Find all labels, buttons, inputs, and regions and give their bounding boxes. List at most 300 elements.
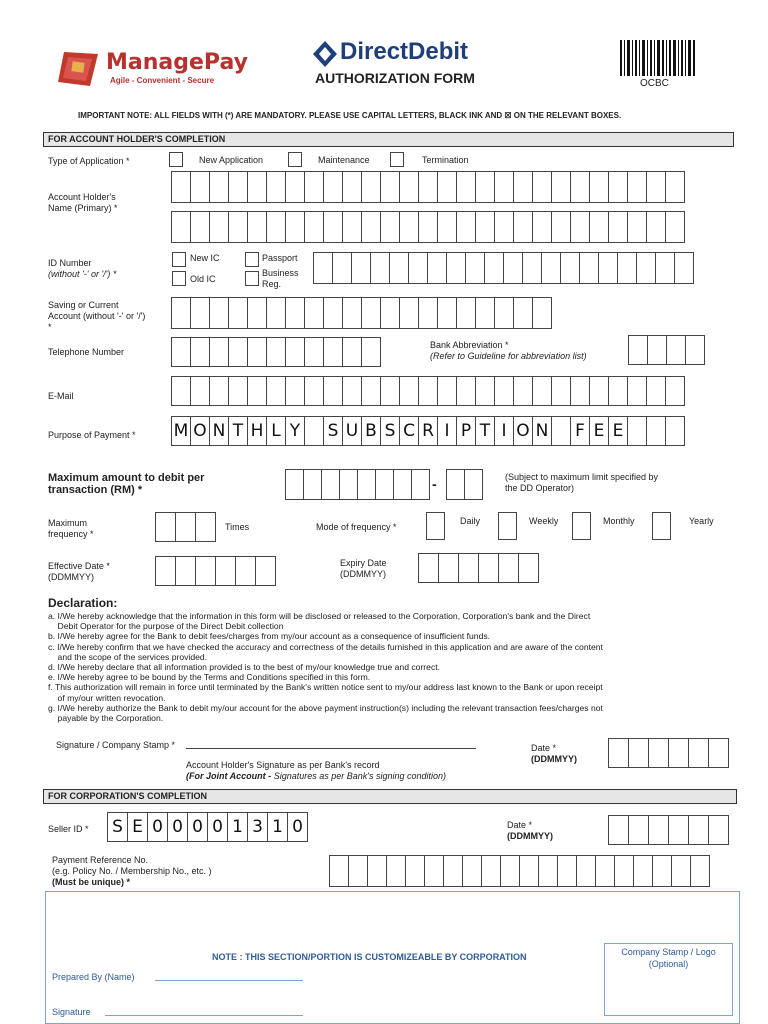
char-box[interactable] xyxy=(462,855,482,887)
char-box[interactable] xyxy=(361,376,381,406)
char-box[interactable] xyxy=(304,376,324,406)
managepay-logo-icon xyxy=(56,48,100,84)
char-box[interactable] xyxy=(405,855,425,887)
max-amount-sen-input[interactable] xyxy=(446,469,482,500)
char-box[interactable] xyxy=(608,738,629,768)
char-box[interactable] xyxy=(304,416,324,446)
char-box[interactable] xyxy=(266,211,286,243)
char-box[interactable] xyxy=(408,252,428,284)
char-box[interactable] xyxy=(579,252,599,284)
char-box[interactable] xyxy=(247,171,267,203)
char-box[interactable] xyxy=(576,855,596,887)
payment-reference-label: Payment Reference No. (e.g. Policy No. / Membership No., etc. ) (Must be unique) * xyxy=(52,855,212,887)
char-box[interactable] xyxy=(285,171,305,203)
char-box[interactable] xyxy=(266,376,286,406)
char-box[interactable] xyxy=(285,211,305,243)
char-box[interactable] xyxy=(266,171,286,203)
char-box[interactable] xyxy=(209,376,229,406)
char-box[interactable] xyxy=(538,855,558,887)
char-box[interactable] xyxy=(665,211,685,243)
char-box[interactable] xyxy=(247,337,267,367)
char-box[interactable] xyxy=(655,252,675,284)
new-ic-checkbox[interactable] xyxy=(172,252,186,267)
char-box[interactable] xyxy=(304,297,324,329)
char-box[interactable] xyxy=(551,211,571,243)
char-box[interactable] xyxy=(285,376,305,406)
char-box[interactable] xyxy=(418,376,438,406)
char-box[interactable] xyxy=(357,469,376,500)
char-box[interactable] xyxy=(361,337,381,367)
declaration-item: g. I/We hereby authorize the Bank to debit my/our account for the above payment instruction(s) including the relevant transaction fees/charges not xyxy=(48,702,603,713)
char-box[interactable] xyxy=(458,553,479,583)
char-box[interactable] xyxy=(323,211,343,243)
char-box[interactable] xyxy=(498,553,519,583)
char-box[interactable] xyxy=(708,815,729,845)
email-label: E-Mail xyxy=(48,391,74,401)
old-ic-checkbox[interactable] xyxy=(172,271,186,286)
char-box[interactable] xyxy=(329,855,349,887)
char-box[interactable] xyxy=(494,297,514,329)
prepared-by-line[interactable] xyxy=(155,980,303,981)
char-box[interactable] xyxy=(614,855,634,887)
declaration-item: c. I/We hereby confirm that we have checked the accuracy and correctness of the details furnished in this application and are aware of the content xyxy=(48,641,603,652)
char-box[interactable] xyxy=(532,297,552,329)
char-box[interactable] xyxy=(666,335,686,365)
char-box[interactable] xyxy=(313,252,333,284)
char-box[interactable]: 1 xyxy=(267,812,288,842)
char-box[interactable] xyxy=(285,297,305,329)
char-box[interactable] xyxy=(361,297,381,329)
char-box[interactable] xyxy=(628,335,648,365)
char-box[interactable]: S xyxy=(380,416,400,446)
char-box[interactable] xyxy=(617,252,637,284)
max-amount-label: Maximum amount to debit per transaction (RM) * xyxy=(48,472,205,496)
char-box[interactable]: H xyxy=(247,416,267,446)
char-box[interactable] xyxy=(247,211,267,243)
char-box[interactable] xyxy=(513,376,533,406)
char-box[interactable] xyxy=(481,855,501,887)
new-ic-label: New IC xyxy=(190,253,220,263)
char-box[interactable] xyxy=(589,376,609,406)
char-box[interactable] xyxy=(627,171,647,203)
char-box[interactable] xyxy=(323,171,343,203)
barcode-icon xyxy=(620,40,696,76)
char-box[interactable] xyxy=(190,171,210,203)
char-box[interactable] xyxy=(323,297,343,329)
char-box[interactable]: 0 xyxy=(167,812,188,842)
declaration-item: payable by the Corporation. xyxy=(48,713,164,724)
char-box[interactable] xyxy=(215,556,236,586)
char-box[interactable] xyxy=(475,376,495,406)
char-box[interactable] xyxy=(190,337,210,367)
char-box[interactable] xyxy=(519,855,539,887)
char-box[interactable] xyxy=(418,297,438,329)
char-box[interactable]: U xyxy=(342,416,362,446)
char-box[interactable]: P xyxy=(456,416,476,446)
char-box[interactable] xyxy=(465,252,485,284)
char-box[interactable] xyxy=(228,211,248,243)
char-box[interactable] xyxy=(541,252,561,284)
corporation-date-input[interactable] xyxy=(608,815,728,845)
char-box[interactable]: I xyxy=(494,416,514,446)
char-box[interactable] xyxy=(190,297,210,329)
char-box[interactable] xyxy=(348,855,368,887)
char-box[interactable] xyxy=(418,211,438,243)
char-box[interactable]: O xyxy=(190,416,210,446)
char-box[interactable] xyxy=(342,211,362,243)
effective-date-label: Effective Date * (DDMMYY) xyxy=(48,561,110,582)
char-box[interactable] xyxy=(393,469,412,500)
new-application-checkbox[interactable] xyxy=(169,152,183,167)
char-box[interactable] xyxy=(598,252,618,284)
char-box[interactable] xyxy=(595,855,615,887)
char-box[interactable] xyxy=(688,815,709,845)
char-box[interactable] xyxy=(446,469,465,500)
char-box[interactable] xyxy=(522,252,542,284)
char-box[interactable] xyxy=(386,855,406,887)
char-box[interactable] xyxy=(646,211,666,243)
declaration-item: and the scope of the services provided. xyxy=(48,651,208,662)
char-box[interactable] xyxy=(342,297,362,329)
char-box[interactable] xyxy=(628,738,649,768)
monthly-checkbox[interactable] xyxy=(572,512,591,540)
signature-caption-2: (For Joint Account - Signatures as per Bank's signing condition) xyxy=(186,771,447,781)
char-box[interactable] xyxy=(171,211,191,243)
char-box[interactable] xyxy=(665,416,685,446)
char-box[interactable] xyxy=(494,171,514,203)
char-box[interactable] xyxy=(171,171,191,203)
char-box[interactable] xyxy=(475,211,495,243)
char-box[interactable] xyxy=(589,211,609,243)
business-reg-label: Business Reg. xyxy=(262,268,299,289)
seller-id-label: Seller ID * xyxy=(48,824,89,834)
custom-signature-label: Signature xyxy=(52,1007,91,1017)
char-box[interactable] xyxy=(557,855,577,887)
char-box[interactable] xyxy=(608,171,628,203)
id-number-label: ID Number (without '-' or '/') * xyxy=(48,258,117,279)
char-box[interactable] xyxy=(668,815,689,845)
char-box[interactable] xyxy=(228,297,248,329)
char-box[interactable] xyxy=(389,252,409,284)
char-box[interactable] xyxy=(665,171,685,203)
char-box[interactable] xyxy=(668,738,689,768)
char-box[interactable] xyxy=(209,297,229,329)
telephone-input[interactable] xyxy=(171,337,380,367)
char-box[interactable] xyxy=(375,469,394,500)
char-box[interactable] xyxy=(570,211,590,243)
char-box[interactable] xyxy=(648,738,669,768)
char-box[interactable] xyxy=(608,376,628,406)
char-box[interactable] xyxy=(437,376,457,406)
char-box[interactable]: T xyxy=(475,416,495,446)
char-box[interactable] xyxy=(228,171,248,203)
declaration-item: f. This authorization will remain in force until terminated by the Bank's written notice sent to my/our address last known to the Bank or upon receipt xyxy=(48,682,603,693)
char-box[interactable]: C xyxy=(399,416,419,446)
char-box[interactable] xyxy=(361,211,381,243)
char-box[interactable] xyxy=(351,252,371,284)
new-application-label: New Application xyxy=(199,155,264,165)
char-box[interactable] xyxy=(690,855,710,887)
char-box[interactable] xyxy=(195,512,216,542)
char-box[interactable] xyxy=(708,738,729,768)
passport-checkbox[interactable] xyxy=(245,252,259,267)
char-box[interactable] xyxy=(456,297,476,329)
char-box[interactable] xyxy=(380,211,400,243)
char-box[interactable] xyxy=(304,337,324,367)
char-box[interactable] xyxy=(627,211,647,243)
char-box[interactable] xyxy=(418,553,439,583)
char-box[interactable] xyxy=(190,211,210,243)
char-box[interactable]: Y xyxy=(285,416,305,446)
char-box[interactable] xyxy=(367,855,387,887)
char-box[interactable]: 3 xyxy=(247,812,268,842)
char-box[interactable] xyxy=(209,337,229,367)
char-box[interactable] xyxy=(513,297,533,329)
purpose-of-payment-input[interactable] xyxy=(171,416,684,446)
char-box[interactable]: 0 xyxy=(287,812,308,842)
company-stamp-label: Company Stamp / Logo (Optional) xyxy=(621,947,716,969)
char-box[interactable]: M xyxy=(171,416,191,446)
char-box[interactable] xyxy=(411,469,430,500)
char-box[interactable] xyxy=(209,171,229,203)
char-box[interactable] xyxy=(380,297,400,329)
char-box[interactable] xyxy=(175,556,196,586)
char-box[interactable] xyxy=(437,171,457,203)
char-box[interactable] xyxy=(456,211,476,243)
char-box[interactable] xyxy=(266,297,286,329)
declaration-list xyxy=(48,611,738,723)
char-box[interactable] xyxy=(228,376,248,406)
char-box[interactable] xyxy=(456,376,476,406)
char-box[interactable] xyxy=(323,337,343,367)
char-box[interactable] xyxy=(399,297,419,329)
char-box[interactable] xyxy=(342,171,362,203)
char-box[interactable] xyxy=(646,376,666,406)
char-box[interactable] xyxy=(647,335,667,365)
char-box[interactable]: E xyxy=(127,812,148,842)
yearly-checkbox[interactable] xyxy=(652,512,671,540)
char-box[interactable] xyxy=(171,337,191,367)
char-box[interactable] xyxy=(608,815,629,845)
declaration-item: e. I/We hereby agree to be bound by the Terms and Conditions specified in this form. xyxy=(48,672,371,683)
signature-line[interactable] xyxy=(186,748,476,749)
char-box[interactable] xyxy=(500,855,520,887)
char-box[interactable] xyxy=(518,553,539,583)
char-box[interactable] xyxy=(478,553,499,583)
char-box[interactable] xyxy=(551,376,571,406)
char-box[interactable] xyxy=(551,416,571,446)
char-box[interactable]: F xyxy=(570,416,590,446)
type-of-application-label: Type of Application * xyxy=(48,156,130,166)
important-note: IMPORTANT NOTE: ALL FIELDS WITH (*) ARE MANDATORY. PLEASE USE CAPITAL LETTERS, BLACK INK AND ☒ ON THE RELEVANT BOXES. xyxy=(78,111,622,120)
declaration-item: Debit Operator for the purpose of the Direct Debit collection xyxy=(48,621,284,632)
business-reg-checkbox[interactable] xyxy=(245,271,259,286)
weekly-checkbox[interactable] xyxy=(498,512,517,540)
expiry-date-input[interactable] xyxy=(418,553,538,583)
char-box[interactable] xyxy=(551,171,571,203)
char-box[interactable] xyxy=(437,211,457,243)
seller-id-input[interactable] xyxy=(107,812,307,842)
char-box[interactable] xyxy=(399,211,419,243)
char-box[interactable]: N xyxy=(532,416,552,446)
max-frequency-input[interactable] xyxy=(155,512,215,542)
max-amount-ringgit-input[interactable] xyxy=(285,469,429,500)
char-box[interactable] xyxy=(380,171,400,203)
char-box[interactable]: S xyxy=(107,812,128,842)
name-input-row-1[interactable] xyxy=(171,171,684,203)
char-box[interactable]: E xyxy=(589,416,609,446)
account-number-label: Saving or Current Account (without '-' or '/') * xyxy=(48,300,146,332)
char-box[interactable] xyxy=(652,855,672,887)
char-box[interactable]: 0 xyxy=(147,812,168,842)
char-box[interactable] xyxy=(494,376,514,406)
account-number-input[interactable] xyxy=(171,297,551,329)
char-box[interactable] xyxy=(636,252,656,284)
char-box[interactable]: L xyxy=(266,416,286,446)
char-box[interactable]: T xyxy=(228,416,248,446)
char-box[interactable] xyxy=(195,556,216,586)
corporation-section-title: FOR CORPORATION'S COMPLETION xyxy=(43,789,737,804)
char-box[interactable] xyxy=(427,252,447,284)
char-box[interactable] xyxy=(380,376,400,406)
char-box[interactable]: B xyxy=(361,416,381,446)
char-box[interactable] xyxy=(674,252,694,284)
char-box[interactable] xyxy=(370,252,390,284)
char-box[interactable] xyxy=(560,252,580,284)
prepared-by-label: Prepared By (Name) xyxy=(52,972,135,982)
char-box[interactable] xyxy=(342,337,362,367)
termination-label: Termination xyxy=(422,155,469,165)
char-box[interactable] xyxy=(443,855,463,887)
id-number-input[interactable] xyxy=(313,252,693,284)
declaration-date-input[interactable] xyxy=(608,738,728,768)
weekly-label: Weekly xyxy=(529,516,559,526)
bank-abbreviation-input[interactable] xyxy=(628,335,704,365)
email-input[interactable] xyxy=(171,376,684,406)
char-box[interactable] xyxy=(532,171,552,203)
char-box[interactable] xyxy=(155,556,176,586)
char-box[interactable] xyxy=(513,171,533,203)
char-box[interactable] xyxy=(399,171,419,203)
char-box[interactable] xyxy=(437,297,457,329)
char-box[interactable] xyxy=(446,252,466,284)
char-box[interactable] xyxy=(285,469,304,500)
char-box[interactable] xyxy=(303,469,322,500)
char-box[interactable] xyxy=(155,512,176,542)
char-box[interactable] xyxy=(608,211,628,243)
char-box[interactable] xyxy=(339,469,358,500)
char-box[interactable] xyxy=(688,738,709,768)
char-box[interactable] xyxy=(228,337,248,367)
effective-date-input[interactable] xyxy=(155,556,275,586)
char-box[interactable] xyxy=(671,855,691,887)
termination-checkbox[interactable] xyxy=(390,152,404,167)
char-box[interactable] xyxy=(304,171,324,203)
char-box[interactable] xyxy=(513,211,533,243)
char-box[interactable] xyxy=(570,376,590,406)
char-box[interactable] xyxy=(532,376,552,406)
char-box[interactable] xyxy=(175,512,196,542)
char-box[interactable] xyxy=(247,376,267,406)
char-box[interactable] xyxy=(285,337,305,367)
declaration-title: Declaration: xyxy=(48,596,118,610)
char-box[interactable] xyxy=(332,252,352,284)
passport-label: Passport xyxy=(262,253,298,263)
char-box[interactable]: E xyxy=(608,416,628,446)
char-box[interactable] xyxy=(456,171,476,203)
declaration-item: a. I/We hereby acknowledge that the information in this form will be disclosed or released to the Corporation, Corporation's bank and the Direct xyxy=(48,611,591,621)
char-box[interactable] xyxy=(627,376,647,406)
purpose-label: Purpose of Payment * xyxy=(48,430,136,440)
char-box[interactable] xyxy=(171,297,191,329)
char-box[interactable] xyxy=(247,297,267,329)
char-box[interactable] xyxy=(494,211,514,243)
char-box[interactable] xyxy=(665,376,685,406)
char-box[interactable] xyxy=(266,337,286,367)
max-frequency-label: Maximum frequency * xyxy=(48,518,94,539)
char-box[interactable] xyxy=(418,171,438,203)
char-box[interactable] xyxy=(475,297,495,329)
char-box[interactable]: N xyxy=(209,416,229,446)
daily-checkbox[interactable] xyxy=(426,512,445,540)
char-box[interactable] xyxy=(171,376,191,406)
char-box[interactable] xyxy=(503,252,523,284)
char-box[interactable]: R xyxy=(418,416,438,446)
char-box[interactable] xyxy=(361,171,381,203)
char-box[interactable] xyxy=(190,376,210,406)
char-box[interactable] xyxy=(648,815,669,845)
char-box[interactable] xyxy=(627,416,647,446)
directdebit-logo-icon xyxy=(312,40,338,66)
char-box[interactable] xyxy=(633,855,653,887)
char-box[interactable] xyxy=(646,416,666,446)
old-ic-label: Old IC xyxy=(190,274,216,284)
char-box[interactable] xyxy=(646,171,666,203)
char-box[interactable] xyxy=(321,469,340,500)
char-box[interactable] xyxy=(399,376,419,406)
custom-signature-line[interactable] xyxy=(105,1015,303,1016)
char-box[interactable] xyxy=(323,376,343,406)
char-box[interactable] xyxy=(209,211,229,243)
char-box[interactable] xyxy=(255,556,276,586)
char-box[interactable]: S xyxy=(323,416,343,446)
monthly-label: Monthly xyxy=(603,516,635,526)
char-box[interactable] xyxy=(628,815,649,845)
char-box[interactable] xyxy=(475,171,495,203)
name-input-row-2[interactable] xyxy=(171,211,684,243)
char-box[interactable] xyxy=(589,171,609,203)
char-box[interactable] xyxy=(304,211,324,243)
char-box[interactable] xyxy=(424,855,444,887)
char-box[interactable]: I xyxy=(437,416,457,446)
char-box[interactable] xyxy=(570,171,590,203)
maintenance-label: Maintenance xyxy=(318,155,370,165)
char-box[interactable] xyxy=(484,252,504,284)
yearly-label: Yearly xyxy=(689,516,714,526)
char-box[interactable]: 0 xyxy=(207,812,228,842)
char-box[interactable]: O xyxy=(513,416,533,446)
char-box[interactable] xyxy=(235,556,256,586)
char-box[interactable] xyxy=(342,376,362,406)
char-box[interactable] xyxy=(438,553,459,583)
maintenance-checkbox[interactable] xyxy=(288,152,302,167)
char-box[interactable] xyxy=(464,469,483,500)
char-box[interactable] xyxy=(685,335,705,365)
payment-reference-input[interactable] xyxy=(329,855,709,887)
char-box[interactable]: 1 xyxy=(227,812,248,842)
char-box[interactable]: 0 xyxy=(187,812,208,842)
char-box[interactable] xyxy=(532,211,552,243)
